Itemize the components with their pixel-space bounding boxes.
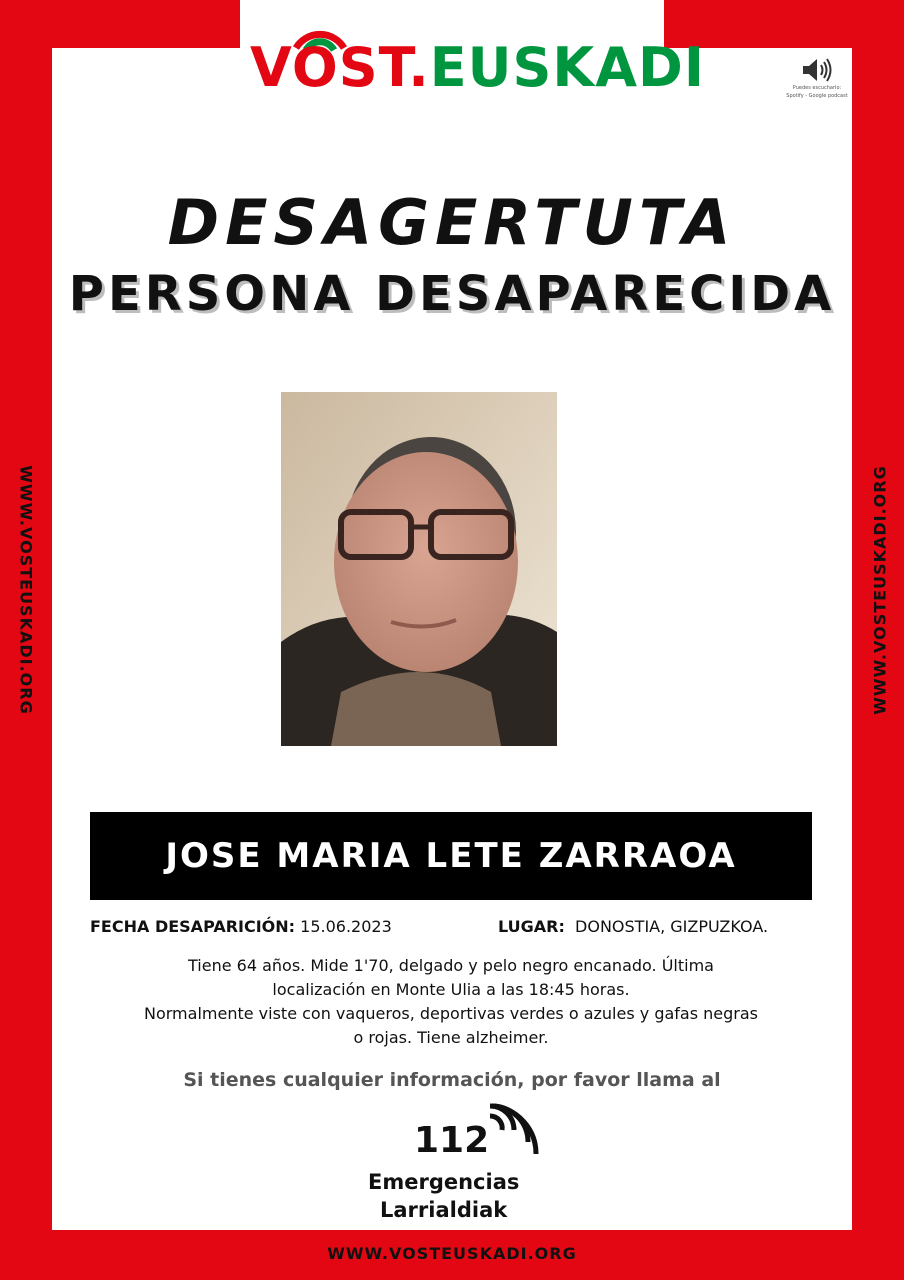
logo-text-red: VOST. bbox=[250, 36, 430, 99]
emergency-line-1: Emergencias bbox=[368, 1170, 520, 1194]
emergency-line-2: Larrialdiak bbox=[380, 1198, 508, 1222]
date-value: 15.06.2023 bbox=[300, 917, 392, 936]
description-line: Normalmente viste con vaqueros, deportivas verdes o azules y gafas negras bbox=[144, 1004, 758, 1023]
logo-text-green: EUSKADI bbox=[429, 36, 705, 99]
disappearance-date bbox=[90, 917, 392, 936]
signal-waves-icon bbox=[484, 1102, 540, 1164]
side-url-left[interactable]: WWW.VOSTEUSKADI.ORG bbox=[16, 465, 36, 715]
vost-euskadi-logo bbox=[250, 18, 705, 99]
headline-spanish: PERSONA DESAPARECIDA bbox=[68, 266, 836, 322]
disappearance-place bbox=[498, 917, 768, 936]
name-banner bbox=[90, 812, 812, 900]
missing-person-photo bbox=[281, 392, 557, 746]
place-label: LUGAR: bbox=[498, 917, 565, 936]
podcast-line-2: Spotify - Google podcast bbox=[786, 93, 848, 99]
person-description bbox=[90, 954, 812, 1050]
side-url-right[interactable]: WWW.VOSTEUSKADI.ORG bbox=[870, 465, 890, 715]
podcast-badge[interactable] bbox=[782, 56, 852, 100]
speaker-icon bbox=[800, 56, 834, 84]
footer-url[interactable]: WWW.VOSTEUSKADI.ORG bbox=[327, 1244, 577, 1263]
headline-basque: DESAGERTUTA bbox=[167, 186, 737, 259]
podcast-line-1: Puedes escucharlo: bbox=[792, 85, 842, 91]
description-line: localización en Monte Ulia a las 18:45 horas. bbox=[272, 980, 630, 999]
description-line: Tiene 64 años. Mide 1'70, delgado y pelo negro encanado. Última bbox=[188, 956, 714, 975]
person-name: JOSE MARIA LETE ZARRAOA bbox=[165, 836, 737, 876]
person-portrait-image bbox=[281, 392, 557, 746]
emergency-number: 112 bbox=[414, 1120, 490, 1161]
place-value: DONOSTIA, GIZPUZKOA. bbox=[575, 917, 769, 936]
call-to-action: Si tienes cualquier información, por favor llama al bbox=[183, 1069, 721, 1091]
date-label: FECHA DESAPARICIÓN: bbox=[90, 917, 296, 936]
description-line: o rojas. Tiene alzheimer. bbox=[353, 1028, 549, 1047]
emergency-112-logo bbox=[368, 1100, 568, 1225]
